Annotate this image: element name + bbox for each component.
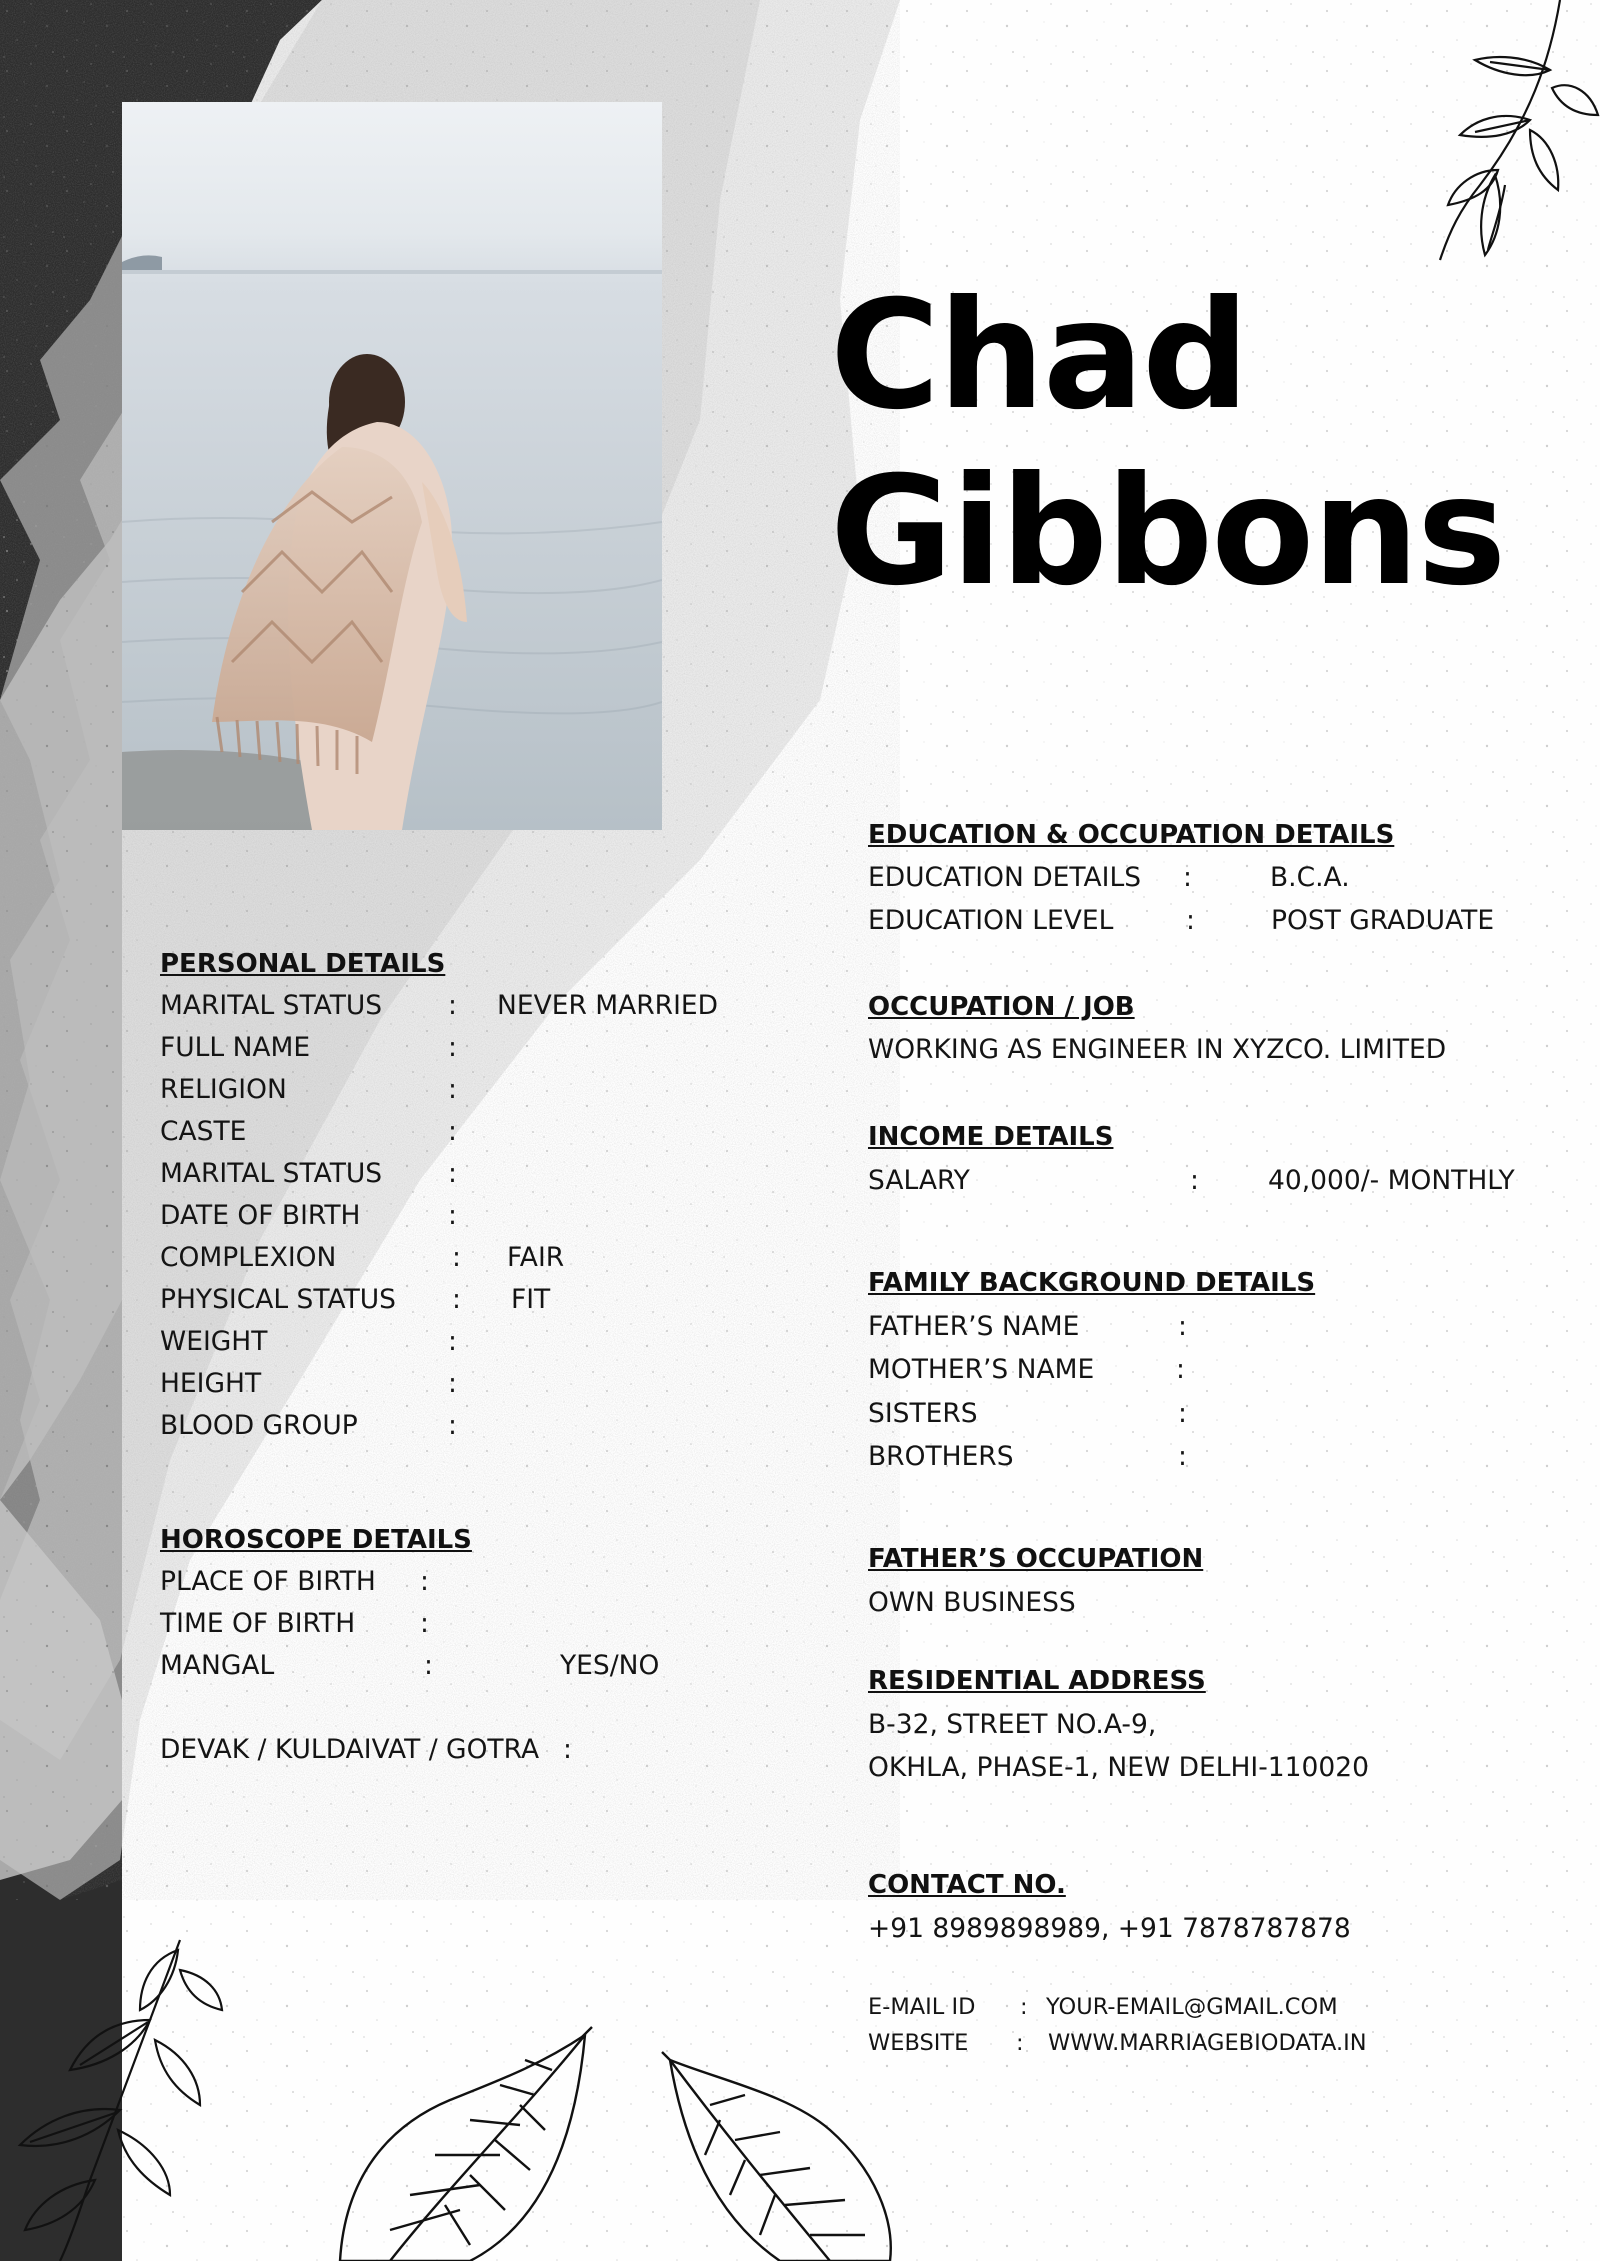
personal-value: FIT <box>511 1284 551 1315</box>
separator: : <box>1178 1311 1187 1342</box>
separator: : <box>1183 862 1192 893</box>
personal-label: CASTE <box>160 1116 247 1147</box>
family-label: FATHER’S NAME <box>868 1311 1080 1342</box>
contact-phones: +91 8989898989, +91 7878787878 <box>868 1913 1351 1944</box>
separator: : <box>452 1284 461 1315</box>
website-label: WEBSITE <box>868 2030 969 2056</box>
separator: : <box>452 1242 461 1273</box>
education-label: EDUCATION LEVEL <box>868 905 1114 936</box>
separator: : <box>448 1032 457 1063</box>
profile-photo-illustration <box>122 102 662 830</box>
separator: : <box>1178 1398 1187 1429</box>
leaf-icon <box>660 2050 900 2261</box>
separator: : <box>448 990 457 1021</box>
separator: : <box>448 1326 457 1357</box>
personal-label: PHYSICAL STATUS <box>160 1284 396 1315</box>
personal-label: DATE OF BIRTH <box>160 1200 361 1231</box>
separator: : <box>420 1566 429 1597</box>
horoscope-label: PLACE OF BIRTH <box>160 1566 376 1597</box>
income-title: INCOME DETAILS <box>868 1122 1114 1152</box>
separator: : <box>1016 2030 1024 2056</box>
separator: : <box>448 1200 457 1231</box>
income-value: 40,000/- MONTHLY <box>1268 1165 1515 1196</box>
personal-value: FAIR <box>507 1242 565 1273</box>
contact-title: CONTACT NO. <box>868 1870 1066 1900</box>
education-value: POST GRADUATE <box>1271 905 1495 936</box>
address-line-2: OKHLA, PHASE-1, NEW DELHI-110020 <box>868 1752 1369 1783</box>
horoscope-value: YES/NO <box>560 1650 660 1681</box>
personal-label: COMPLEXION <box>160 1242 337 1273</box>
separator: : <box>1190 1165 1199 1196</box>
family-label: BROTHERS <box>868 1441 1014 1472</box>
address-title: RESIDENTIAL ADDRESS <box>868 1666 1206 1696</box>
horoscope-details-title: HOROSCOPE DETAILS <box>160 1525 472 1555</box>
personal-label: MARITAL STATUS <box>160 1158 383 1189</box>
family-label: SISTERS <box>868 1398 978 1429</box>
horoscope-label: MANGAL <box>160 1650 275 1681</box>
father-occupation-title: FATHER’S OCCUPATION <box>868 1544 1204 1574</box>
education-value: B.C.A. <box>1270 862 1350 893</box>
father-occupation-text: OWN BUSINESS <box>868 1587 1076 1618</box>
leaf-branch-icon <box>1380 0 1600 270</box>
personal-label: MARITAL STATUS <box>160 990 383 1021</box>
personal-label: HEIGHT <box>160 1368 262 1399</box>
occupation-title: OCCUPATION / JOB <box>868 992 1135 1022</box>
separator: : <box>448 1158 457 1189</box>
personal-value: NEVER MARRIED <box>497 990 719 1021</box>
personal-label: WEIGHT <box>160 1326 268 1357</box>
separator: : <box>1176 1354 1185 1385</box>
personal-label: FULL NAME <box>160 1032 311 1063</box>
email-label: E-MAIL ID <box>868 1994 976 2020</box>
personal-label: RELIGION <box>160 1074 287 1105</box>
family-label: MOTHER’S NAME <box>868 1354 1095 1385</box>
last-name: Gibbons <box>830 445 1505 619</box>
personal-details-title: PERSONAL DETAILS <box>160 949 446 979</box>
profile-photo <box>122 102 662 830</box>
email-value: YOUR-EMAIL@GMAIL.COM <box>1046 1994 1338 2020</box>
gotra-label: DEVAK / KULDAIVAT / GOTRA <box>160 1734 540 1765</box>
education-label: EDUCATION DETAILS <box>868 862 1142 893</box>
separator: : <box>1186 905 1195 936</box>
profile-name <box>830 268 1504 620</box>
horoscope-label: TIME OF BIRTH <box>160 1608 356 1639</box>
leaf-branch-icon <box>0 1930 230 2261</box>
separator: : <box>448 1074 457 1105</box>
education-details-title: EDUCATION & OCCUPATION DETAILS <box>868 820 1395 850</box>
personal-label: BLOOD GROUP <box>160 1410 358 1441</box>
income-label: SALARY <box>868 1165 970 1196</box>
leaf-icon <box>320 2025 610 2261</box>
separator: : <box>420 1608 429 1639</box>
separator: : <box>563 1734 572 1765</box>
occupation-text: WORKING AS ENGINEER IN XYZCO. LIMITED <box>868 1034 1447 1065</box>
separator: : <box>424 1650 433 1681</box>
website-value: WWW.MARRIAGEBIODATA.IN <box>1048 2030 1367 2056</box>
family-title: FAMILY BACKGROUND DETAILS <box>868 1268 1316 1298</box>
separator: : <box>448 1410 457 1441</box>
first-name: Chad <box>830 269 1248 443</box>
separator: : <box>1178 1441 1187 1472</box>
address-line-1: B-32, STREET NO.A-9, <box>868 1709 1157 1740</box>
separator: : <box>448 1368 457 1399</box>
separator: : <box>448 1116 457 1147</box>
separator: : <box>1020 1994 1028 2020</box>
